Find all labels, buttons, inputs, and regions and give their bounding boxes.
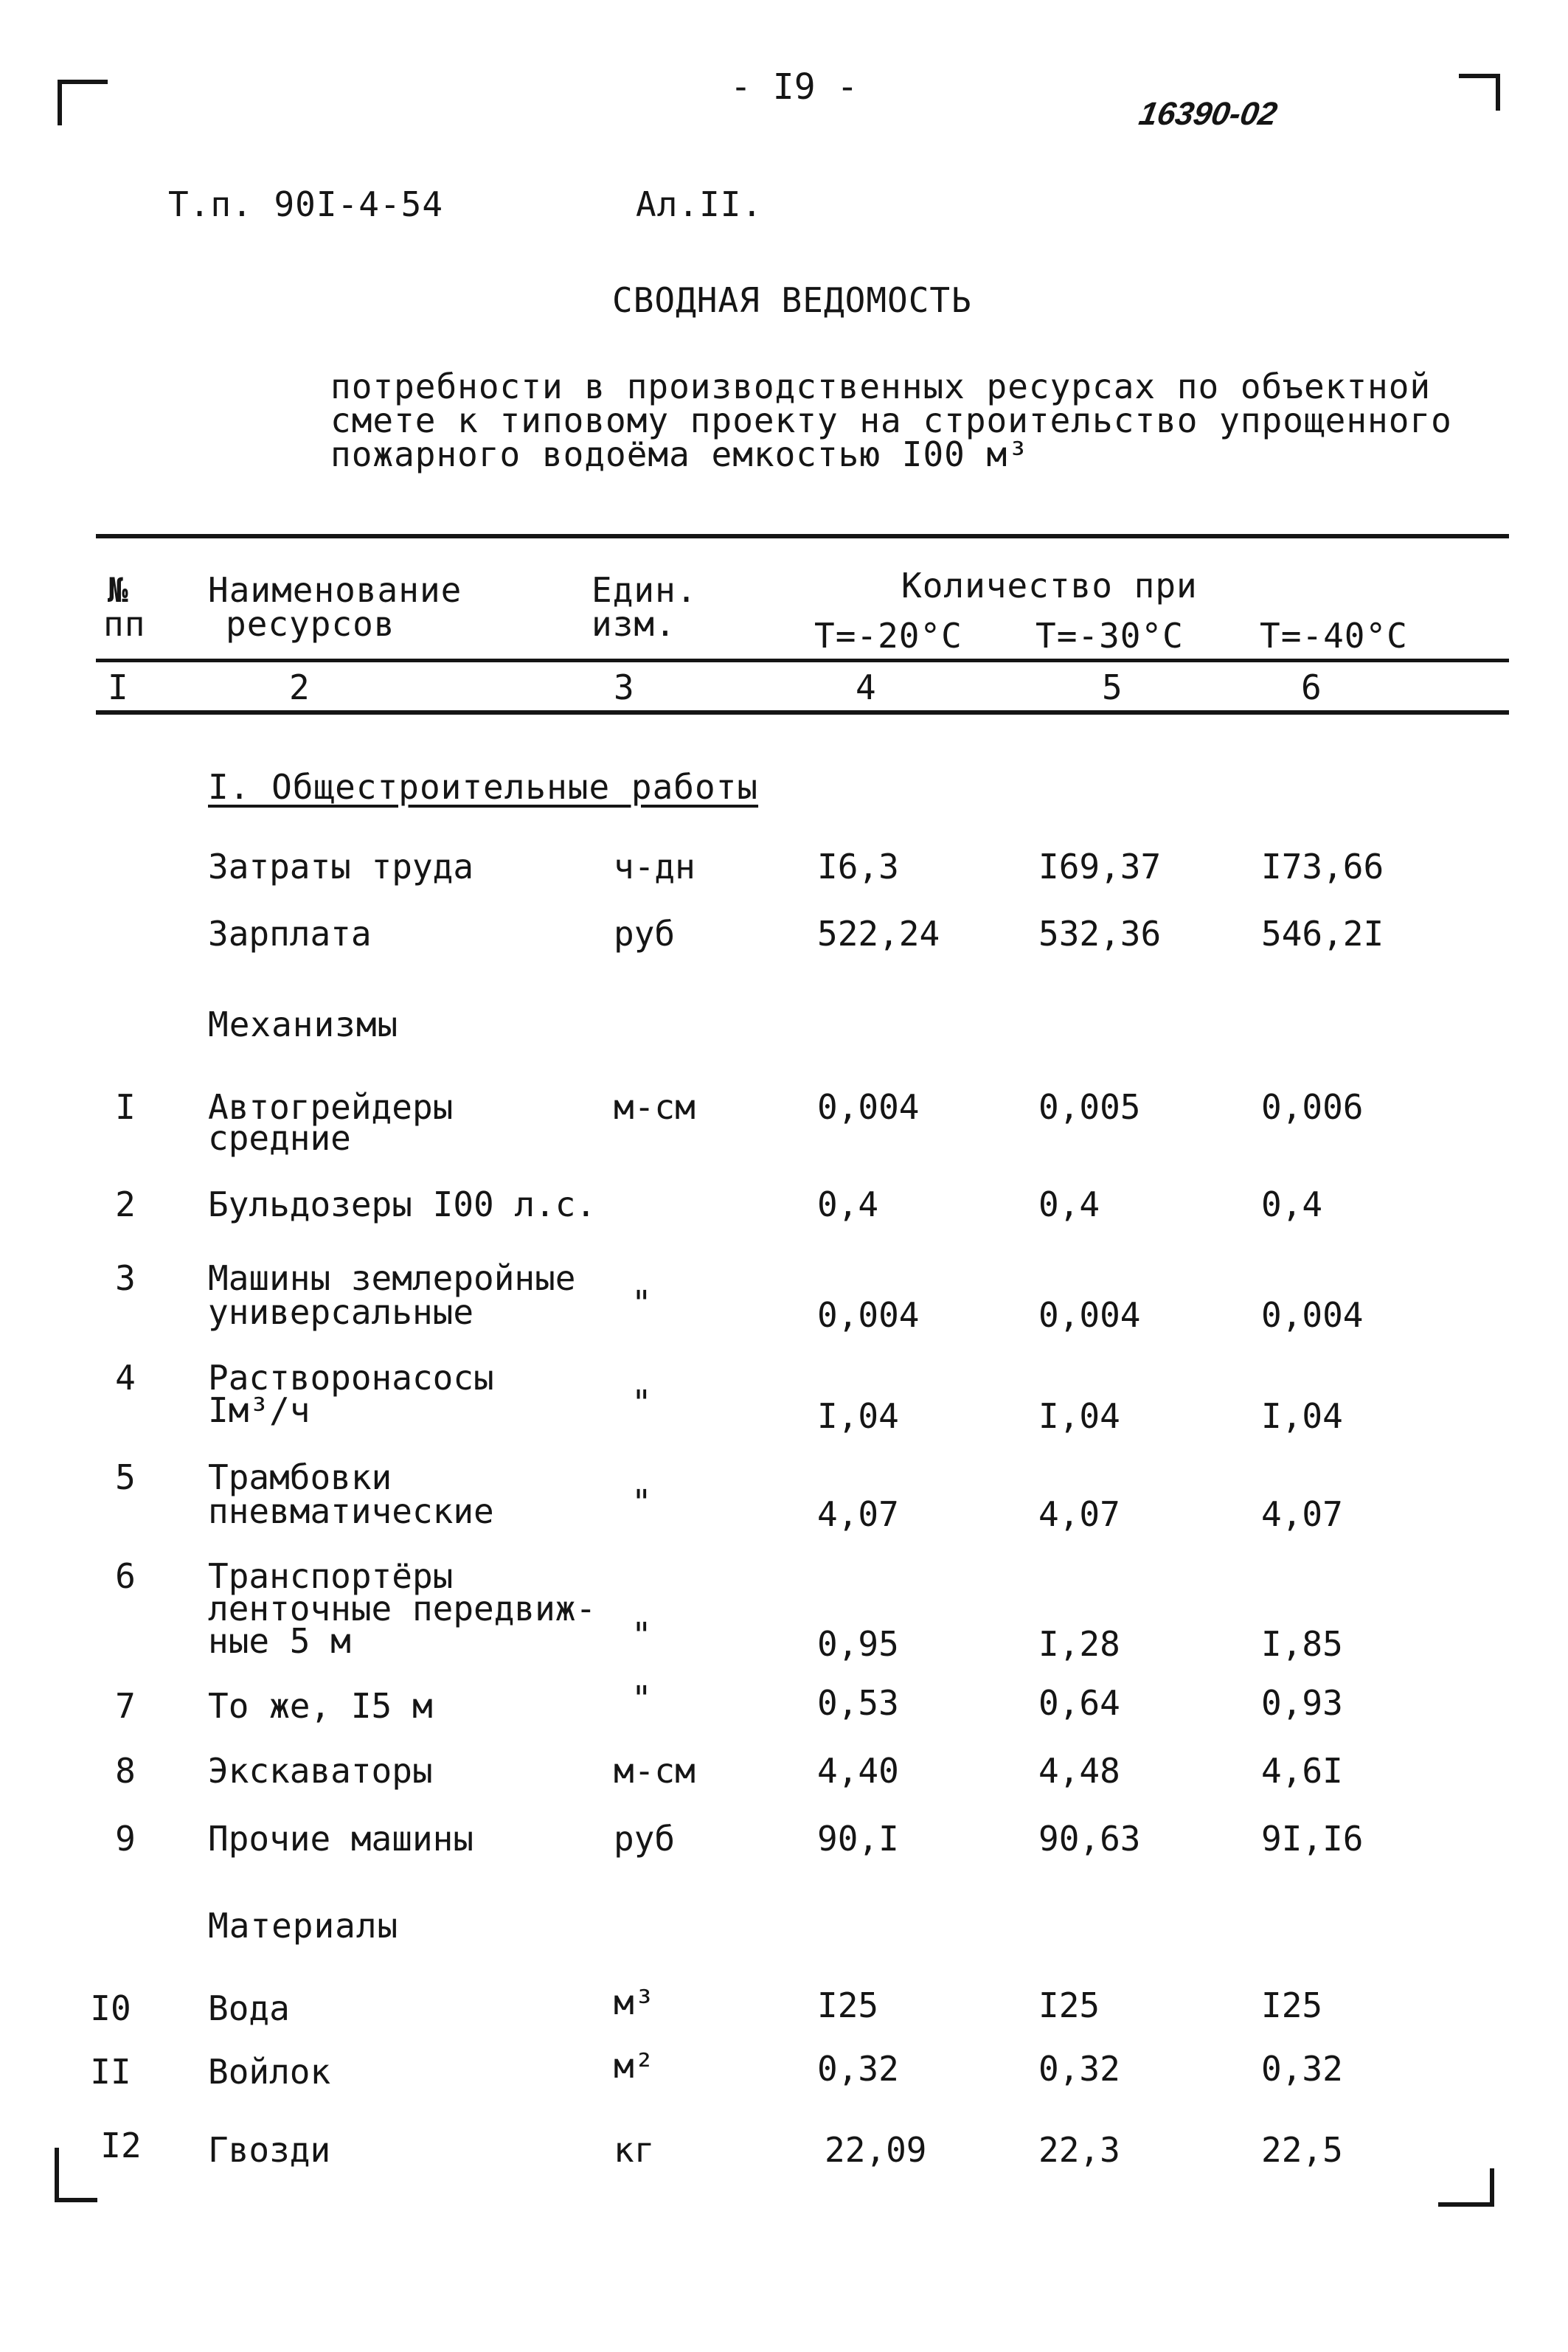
value-t-minus-20: 0,53 <box>817 1683 899 1723</box>
document-title: СВОДНАЯ ВЕДОМОСТЬ <box>612 280 972 320</box>
subtitle-line: потребности в производственных ресурсах по объектной <box>330 367 1432 406</box>
header-name-sub: ресурсов <box>226 604 395 644</box>
value-t-minus-40: I,85 <box>1261 1624 1343 1664</box>
header-quantity-caption: Количество при <box>901 566 1198 606</box>
value-t-minus-30: I,28 <box>1038 1624 1120 1664</box>
value-t-minus-30: 22,3 <box>1038 2130 1120 2170</box>
row-number: I2 <box>100 2126 142 2165</box>
value-t-minus-40: 4,6I <box>1261 1751 1343 1791</box>
column-numbers-rule <box>96 710 1509 715</box>
resource-name: Прочие машины <box>208 1819 474 1859</box>
resource-name: Вода <box>208 1988 290 2028</box>
corner-mark-top-right <box>1459 74 1500 111</box>
row-number: 8 <box>115 1751 136 1791</box>
value-t-minus-20: 22,09 <box>825 2130 927 2170</box>
resource-unit: кг <box>614 2130 655 2170</box>
resource-unit: руб <box>614 914 676 954</box>
value-t-minus-40: I25 <box>1261 1985 1323 2025</box>
value-t-minus-20: 4,40 <box>817 1751 899 1791</box>
resource-unit: " <box>631 1615 652 1655</box>
row-number: 9 <box>115 1819 136 1859</box>
resource-name: Экскаваторы <box>208 1751 433 1791</box>
page-number: - I9 - <box>730 66 858 108</box>
resource-unit: " <box>631 1482 652 1522</box>
resource-name: Машины землеройные <box>208 1258 576 1298</box>
resource-unit: м³ <box>614 1982 655 2022</box>
resource-unit: " <box>631 1383 652 1423</box>
resource-unit: м-см <box>614 1087 695 1127</box>
header-no: № <box>108 570 129 610</box>
value-t-minus-40: 0,006 <box>1261 1087 1364 1127</box>
column-number: I <box>108 667 129 707</box>
value-t-minus-20: 0,004 <box>817 1295 920 1335</box>
subtitle-line: смете к типовому проекту на строительство упрощенного <box>330 400 1452 440</box>
row-number: 6 <box>115 1556 136 1596</box>
value-t-minus-30: 532,36 <box>1038 914 1162 954</box>
project-reference: Т.п. 90I-4-54 <box>168 184 444 224</box>
value-t-minus-40: 4,07 <box>1261 1494 1343 1534</box>
column-number: 5 <box>1102 667 1123 707</box>
resource-unit: м-см <box>614 1751 695 1791</box>
table-row <box>0 1087 1568 1193</box>
value-t-minus-20: I,04 <box>817 1396 899 1436</box>
resource-name-cont: универсальные <box>208 1292 474 1332</box>
resource-name-cont: средние <box>208 1118 351 1158</box>
value-t-minus-20: 4,07 <box>817 1494 899 1534</box>
resource-name-cont: Iм³/ч <box>208 1390 311 1430</box>
table-row <box>0 1258 1568 1364</box>
value-t-minus-20: 0,95 <box>817 1624 899 1664</box>
value-t-minus-40: 546,2I <box>1261 914 1384 954</box>
row-number: 4 <box>115 1358 136 1398</box>
header-temp-1: T=-20°C <box>814 616 962 656</box>
value-t-minus-40: 0,4 <box>1261 1184 1323 1224</box>
resource-name: Бульдозеры I00 л.с. <box>208 1184 597 1224</box>
value-t-minus-40: 0,004 <box>1261 1295 1364 1335</box>
resource-name: То же, I5 м <box>208 1686 433 1726</box>
row-number: 2 <box>115 1184 136 1224</box>
subtitle-line: пожарного водоёма емкостью I00 м³ <box>330 434 1029 474</box>
row-number: 3 <box>115 1258 136 1298</box>
value-t-minus-30: 0,005 <box>1038 1087 1141 1127</box>
row-number: I <box>115 1087 136 1127</box>
table-row <box>0 1457 1568 1564</box>
value-t-minus-20: 0,32 <box>817 2049 899 2089</box>
resource-name: Растворонасосы <box>208 1358 494 1398</box>
column-number: 3 <box>614 667 635 707</box>
value-t-minus-30: I69,37 <box>1038 847 1162 887</box>
table-top-rule <box>96 534 1509 538</box>
value-t-minus-20: I25 <box>817 1985 879 2025</box>
resource-name-cont: ные 5 м <box>208 1621 351 1661</box>
resource-unit: " <box>631 1283 652 1323</box>
value-t-minus-40: I,04 <box>1261 1396 1343 1436</box>
row-number: II <box>90 2052 131 2092</box>
value-t-minus-40: 22,5 <box>1261 2130 1343 2170</box>
resource-name-cont: ленточные передвиж- <box>208 1589 597 1628</box>
header-bottom-rule <box>96 659 1509 662</box>
value-t-minus-20: 0,004 <box>817 1087 920 1127</box>
value-t-minus-20: 522,24 <box>817 914 940 954</box>
resource-name: Трамбовки <box>208 1457 392 1497</box>
value-t-minus-30: 4,48 <box>1038 1751 1120 1791</box>
value-t-minus-40: I73,66 <box>1261 847 1384 887</box>
header-no-sub: пп <box>103 604 146 644</box>
header-unit-sub: изм. <box>592 604 676 644</box>
value-t-minus-40: 0,93 <box>1261 1683 1343 1723</box>
resource-unit: руб <box>614 1819 676 1859</box>
header-temp-3: T=-40°C <box>1260 616 1408 656</box>
row-number: 7 <box>115 1686 136 1726</box>
table-row <box>0 1556 1568 1664</box>
resource-unit: ч-дн <box>614 847 695 887</box>
header-name: Наименование <box>208 570 462 610</box>
value-t-minus-30: 4,07 <box>1038 1494 1120 1534</box>
value-t-minus-30: 0,4 <box>1038 1184 1100 1224</box>
resource-name: Гвозди <box>208 2130 331 2170</box>
resource-unit: " <box>631 1679 652 1718</box>
value-t-minus-20: I6,3 <box>817 847 899 887</box>
value-t-minus-30: 90,63 <box>1038 1819 1141 1859</box>
value-t-minus-30: I,04 <box>1038 1396 1120 1436</box>
appendix-reference: Ал.II. <box>636 184 763 224</box>
header-unit: Един. <box>592 570 698 610</box>
row-number: 5 <box>115 1457 136 1497</box>
column-number: 2 <box>289 667 311 707</box>
value-t-minus-20: 90,I <box>817 1819 899 1859</box>
corner-mark-top-left <box>58 80 108 125</box>
value-t-minus-20: 0,4 <box>817 1184 879 1224</box>
resource-name: Зарплата <box>208 914 372 954</box>
row-number: I0 <box>90 1988 131 2028</box>
section-heading-materials: Материалы <box>208 1906 399 1946</box>
value-t-minus-30: I25 <box>1038 1985 1100 2025</box>
header-temp-2: T=-30°C <box>1035 616 1184 656</box>
column-number: 4 <box>856 667 877 707</box>
section-heading-general: I. Общестроительные работы <box>208 767 759 807</box>
resource-name: Автогрейдеры <box>208 1087 454 1127</box>
resource-name: Затраты труда <box>208 847 474 887</box>
column-number: 6 <box>1301 667 1322 707</box>
section-heading-machines: Механизмы <box>208 1005 399 1044</box>
value-t-minus-30: 0,004 <box>1038 1295 1141 1335</box>
resource-name: Транспортёры <box>208 1556 454 1596</box>
value-t-minus-40: 0,32 <box>1261 2049 1343 2089</box>
value-t-minus-30: 0,64 <box>1038 1683 1120 1723</box>
table-row <box>0 2126 1568 2236</box>
table-row <box>0 1358 1568 1464</box>
doc-code: 16390-02 <box>1136 96 1280 132</box>
resource-name: Войлок <box>208 2052 331 2092</box>
resource-name-cont: пневматические <box>208 1491 494 1531</box>
value-t-minus-40: 9I,I6 <box>1261 1819 1364 1859</box>
value-t-minus-30: 0,32 <box>1038 2049 1120 2089</box>
resource-unit: м² <box>614 2046 655 2086</box>
